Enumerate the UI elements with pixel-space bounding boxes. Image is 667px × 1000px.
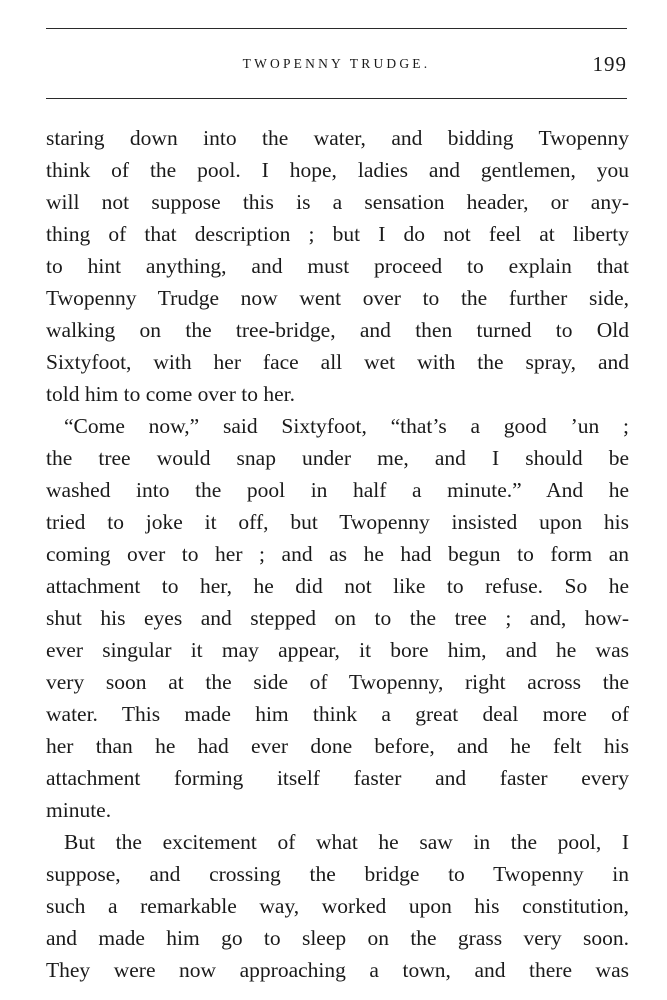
running-title: TWOPENNY TRUDGE. <box>242 56 431 71</box>
text-line: thing of that description ; but I do not feel at liberty <box>46 222 629 246</box>
text-line: Sixtyfoot, with her face all wet with the spray, and <box>46 350 629 374</box>
page-number: 199 <box>592 52 627 76</box>
text-line: to hint anything, and must proceed to explain that <box>46 254 629 278</box>
text-line: They were now approaching a town, and there was <box>46 958 629 982</box>
text-line: and made him go to sleep on the grass very soon. <box>46 926 629 950</box>
header-top-rule <box>46 28 627 29</box>
text-line: But the excitement of what he saw in the pool, I <box>64 830 629 854</box>
body-text <box>46 122 629 986</box>
text-line: her than he had ever done before, and he felt his <box>46 734 629 758</box>
text-line: such a remarkable way, worked upon his constitution, <box>46 894 629 918</box>
text-line: staring down into the water, and bidding Twopenny <box>46 126 629 150</box>
text-line: coming over to her ; and as he had begun to form an <box>46 542 629 566</box>
text-line: attachment forming itself faster and faster every <box>46 766 629 790</box>
text-line: told him to come over to her. <box>46 382 295 406</box>
text-line: very soon at the side of Twopenny, right across the <box>46 670 629 694</box>
text-line: will not suppose this is a sensation header, or any- <box>46 190 629 214</box>
text-line: “Come now,” said Sixtyfoot, “that’s a good ’un ; <box>64 414 629 438</box>
text-line: water. This made him think a great deal more of <box>46 702 629 726</box>
text-line: washed into the pool in half a minute.” And he <box>46 478 629 502</box>
text-line: think of the pool. I hope, ladies and gentlemen, you <box>46 158 629 182</box>
text-line: suppose, and crossing the bridge to Twopenny in <box>46 862 629 886</box>
header-bottom-rule <box>46 98 627 99</box>
text-line: attachment to her, he did not like to refuse. So he <box>46 574 629 598</box>
running-head <box>46 52 627 80</box>
text-line: Twopenny Trudge now went over to the further side, <box>46 286 629 310</box>
text-line: shut his eyes and stepped on to the tree ; and, how- <box>46 606 629 630</box>
text-line: minute. <box>46 798 112 822</box>
text-line: walking on the tree-bridge, and then turned to Old <box>46 318 629 342</box>
text-line: the tree would snap under me, and I should be <box>46 446 629 470</box>
text-line: ever singular it may appear, it bore him, and he was <box>46 638 629 662</box>
text-line: tried to joke it off, but Twopenny insisted upon his <box>46 510 629 534</box>
